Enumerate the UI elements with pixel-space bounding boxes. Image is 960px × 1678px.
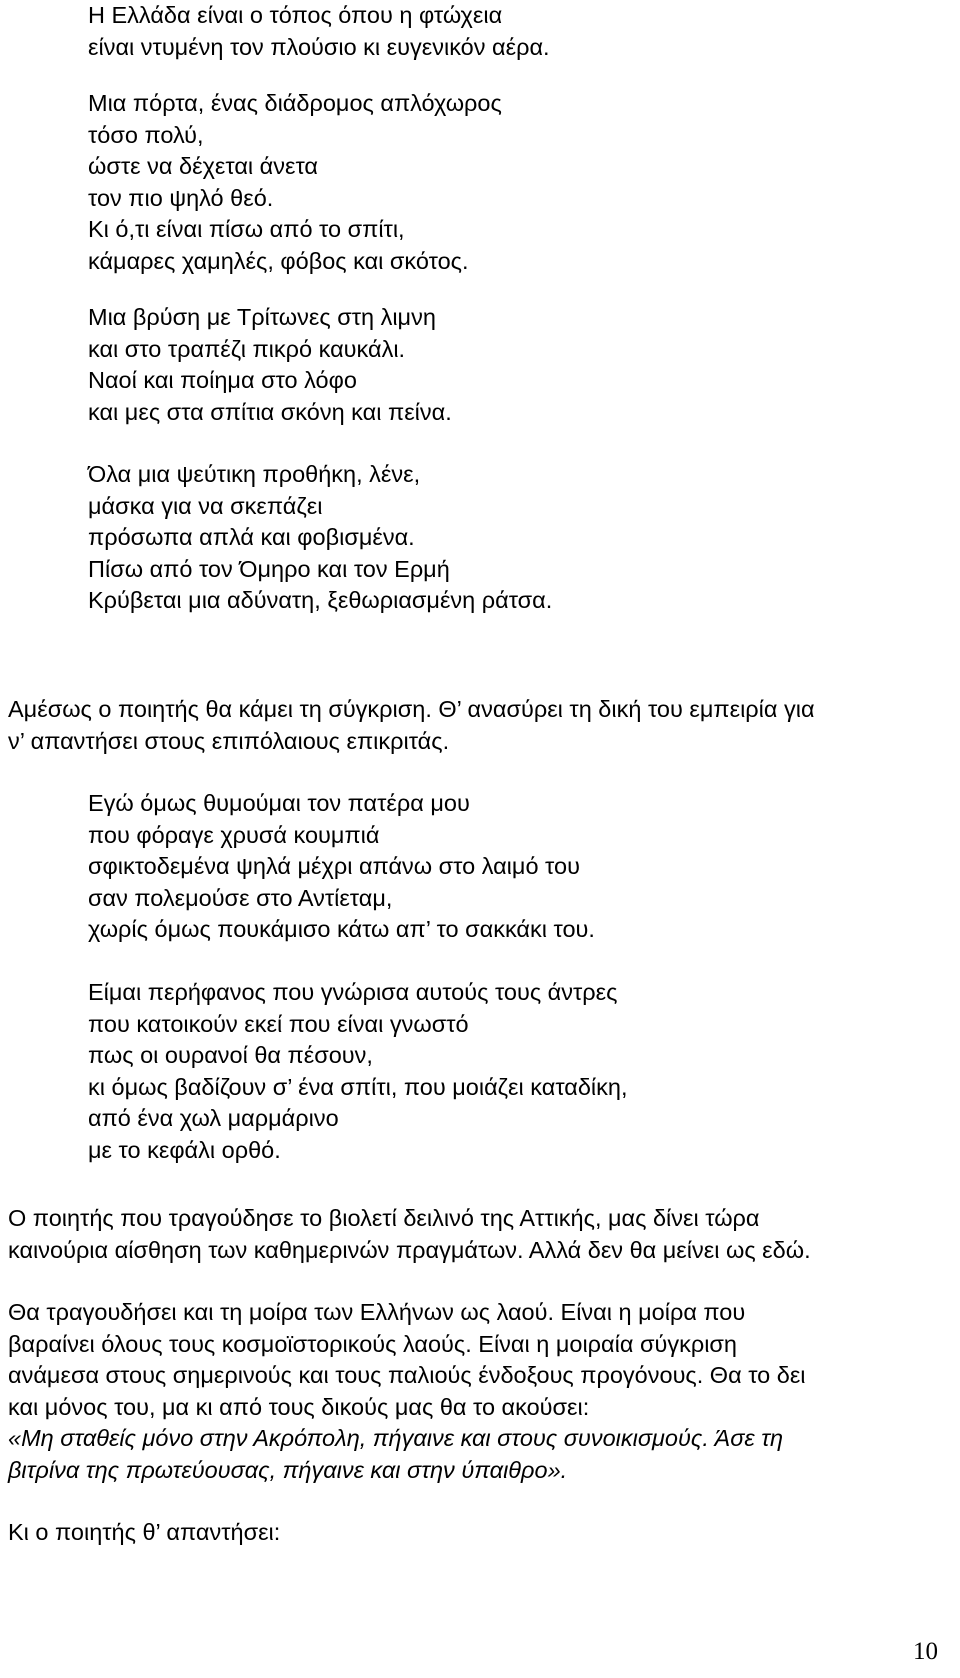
poem-line: που φόραγε χρυσά κουμπιά bbox=[88, 821, 380, 848]
poem-stanza-1 bbox=[88, 0, 948, 63]
poem-line: Κι ό,τι είναι πίσω από το σπίτι, bbox=[88, 216, 405, 242]
poem-line: Εγώ όμως θυμούμαι τον πατέρα μου bbox=[88, 790, 470, 816]
prose-paragraph-1 bbox=[8, 694, 934, 757]
poem-line: και μες στα σπίτια σκόνη και πείνα. bbox=[88, 398, 452, 425]
poem-line: Μια βρύση με Τρίτωνες στη λιμνη bbox=[88, 304, 436, 330]
quote-line: βιτρίνα της πρωτεύουσας, πήγαινε και στην ύπαιθρο». bbox=[8, 1456, 568, 1483]
poem-line: Ναοί και ποίημα στο λόφο bbox=[88, 367, 357, 393]
poem-line: κάμαρες χαμηλές, φόβος και σκότος. bbox=[88, 247, 469, 274]
poem-line: σφικτοδεμένα ψηλά μέχρι απάνω στο λαιμό του bbox=[88, 853, 580, 879]
poem-line: τόσο πολύ, bbox=[88, 121, 204, 148]
poem-stanza-5 bbox=[88, 788, 948, 946]
poem-line: Είμαι περήφανος που γνώρισα αυτούς τους άντρες bbox=[88, 979, 618, 1005]
poem-line: Μια πόρτα, ένας διάδρομος απλόχωρος bbox=[88, 90, 502, 116]
text-line: καινούρια αίσθηση των καθημερινών πραγμάτων. Αλλά δεν θα μείνει ως εδώ. bbox=[8, 1236, 811, 1263]
poem-stanza-4 bbox=[88, 459, 948, 617]
poem-line: από ένα χωλ μαρμάρινο bbox=[88, 1105, 339, 1131]
poem-line: πρόσωπα απλά και φοβισμένα. bbox=[88, 524, 415, 550]
quote-line: «Μη σταθείς μόνο στην Ακρόπολη, πήγαινε και στους συνοικισμούς. Άσε τη bbox=[8, 1425, 784, 1451]
poem-stanza-2 bbox=[88, 88, 948, 277]
text-line: και μόνος του, μα κι από τους δικούς μας θα το ακούσει: bbox=[8, 1393, 590, 1420]
poem-line: σαν πολεμούσε στο Αντίεταμ, bbox=[88, 884, 393, 911]
text-line: Κι ο ποιητής θ’ απαντήσει: bbox=[8, 1519, 281, 1545]
poem-line: και στο τραπέζι πικρό καυκάλι. bbox=[88, 335, 406, 362]
quote-paragraph bbox=[8, 1423, 934, 1486]
poem-line: μάσκα για να σκεπάζει bbox=[88, 492, 323, 519]
prose-paragraph-3 bbox=[8, 1297, 934, 1423]
poem-stanza-3 bbox=[88, 302, 948, 428]
poem-line: Πίσω από τον Όμηρο και τον Ερμή bbox=[88, 555, 450, 582]
text-line: ν’ απαντήσει στους επιπόλαιους επικριτάς. bbox=[8, 727, 450, 754]
text-line: Αμέσως ο ποιητής θα κάμει τη σύγκριση. Θ’ ανασύρει τη δική του εμπειρία για bbox=[8, 696, 815, 722]
poem-line: τον πιο ψηλό θεό. bbox=[88, 184, 274, 211]
poem-line: Η Ελλάδα είναι ο τόπος όπου η φτώχεια bbox=[88, 2, 503, 28]
page-number: 10 bbox=[913, 1638, 938, 1665]
poem-line: ώστε να δέχεται άνετα bbox=[88, 153, 319, 179]
poem-stanza-6 bbox=[88, 977, 948, 1166]
text-line: Θα τραγουδήσει και τη μοίρα των Ελλήνων ως λαού. Είναι η μοίρα που bbox=[8, 1299, 746, 1325]
prose-paragraph-2 bbox=[8, 1203, 934, 1266]
poem-line: με το κεφάλι ορθό. bbox=[88, 1136, 281, 1163]
poem-line: Κρύβεται μια αδύνατη, ξεθωριασμένη ράτσα. bbox=[88, 587, 553, 613]
poem-line: κι όμως βαδίζουν σ’ ένα σπίτι, που μοιάζει καταδίκη, bbox=[88, 1073, 628, 1100]
poem-line: χωρίς όμως πουκάμισο κάτω απ’ το σακκάκι του. bbox=[88, 916, 595, 942]
poem-line: πως οι ουρανοί θα πέσουν, bbox=[88, 1042, 373, 1068]
poem-line: είναι ντυμένη τον πλούσιο κι ευγενικόν αέρα. bbox=[88, 33, 550, 60]
poem-line: που κατοικούν εκεί που είναι γνωστό bbox=[88, 1010, 469, 1037]
text-line: ανάμεσα στους σημερινούς και τους παλιούς ένδοξους προγόνους. Θα το δει bbox=[8, 1362, 806, 1388]
poem-line: Όλα μια ψεύτικη προθήκη, λένε, bbox=[88, 461, 421, 487]
text-line: Ο ποιητής που τραγούδησε το βιολετί δειλινό της Αττικής, μας δίνει τώρα bbox=[8, 1205, 760, 1231]
text-line: βαραίνει όλους τους κοσμοϊστορικούς λαούς. Είναι η μοιραία σύγκριση bbox=[8, 1330, 737, 1357]
prose-paragraph-4 bbox=[8, 1517, 934, 1549]
